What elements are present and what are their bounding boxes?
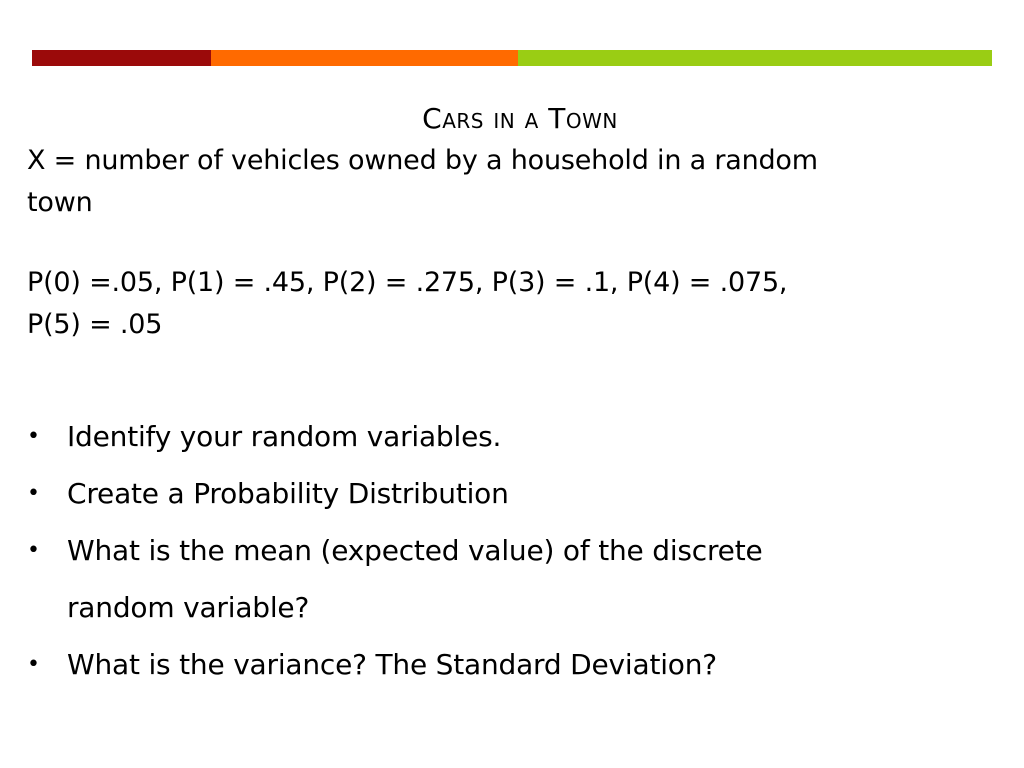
list-item-text: random variable? (67, 591, 310, 624)
list-item (27, 408, 763, 465)
list-item-continuation (27, 579, 763, 636)
definition-line: town (27, 187, 93, 218)
decorative-color-bar (32, 50, 992, 66)
list-item (27, 636, 763, 693)
bullet-icon: • (27, 481, 40, 506)
task-list (27, 408, 763, 693)
probability-values (27, 262, 787, 346)
list-item (27, 465, 763, 522)
list-item-text: What is the mean (expected value) of the discrete (67, 534, 763, 567)
bullet-icon: • (27, 424, 40, 449)
list-item-text: Identify your random variables. (67, 420, 502, 453)
slide-title: Cars in a Town (422, 102, 618, 135)
color-bar-green-segment (518, 50, 992, 66)
probability-line: P(0) =.05, P(1) = .45, P(2) = .275, P(3) = .1, P(4) = .075, (27, 267, 788, 298)
bullet-icon: • (27, 538, 40, 563)
probability-line: P(5) = .05 (27, 309, 163, 340)
list-item-text: Create a Probability Distribution (67, 477, 509, 510)
definition-line: X = number of vehicles owned by a household in a random (27, 145, 818, 176)
variable-definition (27, 140, 818, 224)
list-item-text: What is the variance? The Standard Deviation? (67, 648, 717, 681)
bullet-icon: • (27, 652, 40, 677)
color-bar-orange-segment (211, 50, 518, 66)
color-bar-red-segment (32, 50, 211, 66)
list-item (27, 522, 763, 579)
